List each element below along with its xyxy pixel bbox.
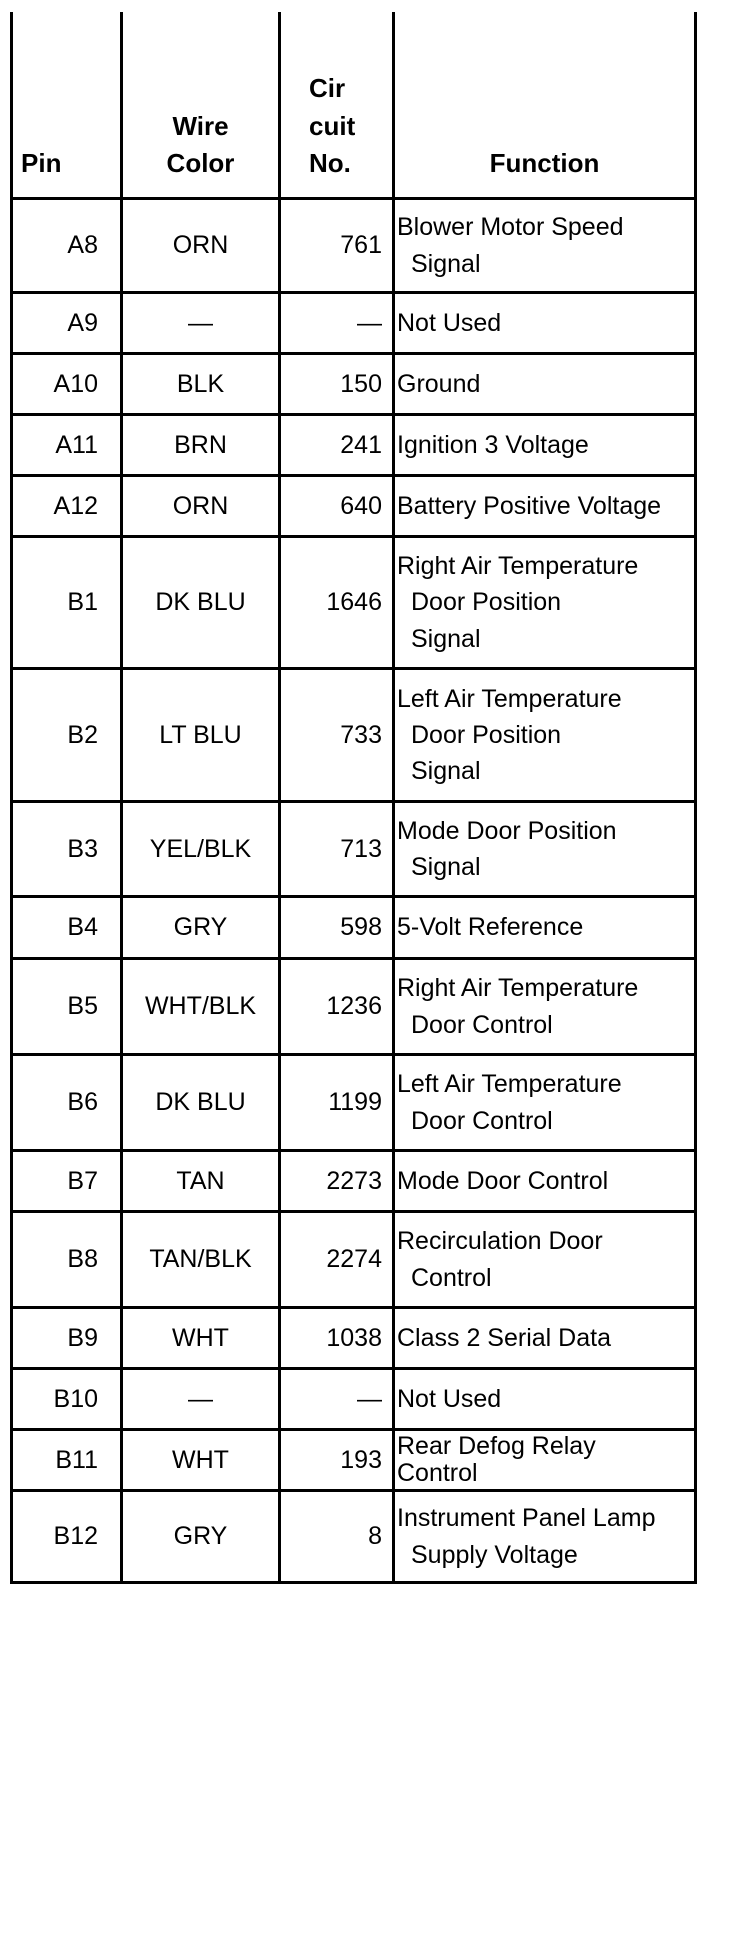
table-header [10, 12, 697, 200]
pin-cell: B6 [10, 1056, 120, 1149]
table-row [10, 960, 697, 1056]
wire-color-cell: LT BLU [120, 670, 278, 800]
function-line: Class 2 Serial Data [397, 1323, 611, 1352]
pin-table [10, 12, 697, 1584]
circuit-cell: — [278, 1370, 392, 1428]
wire-color-cell: WHT/BLK [120, 960, 278, 1053]
pin-cell: A9 [10, 294, 120, 352]
wire-color-cell: ORN [120, 477, 278, 535]
function-line: Signal [411, 853, 481, 881]
circuit-cell: 241 [278, 416, 392, 474]
function-line: Signal [411, 624, 481, 653]
table-body [10, 200, 697, 1584]
circuit-cell: 733 [278, 670, 392, 800]
wire-color-cell: GRY [120, 898, 278, 957]
function-line: Door Control [411, 1106, 553, 1135]
function-cell [392, 538, 697, 667]
wire-color-cell: WHT [120, 1431, 278, 1489]
table-row [10, 1152, 697, 1213]
header-wire-color: Wire Color [120, 12, 278, 197]
function-line: Signal [411, 249, 481, 278]
function-cell [392, 960, 697, 1053]
header-pin: Pin [10, 12, 120, 197]
function-line: Mode Door Control [397, 1166, 609, 1195]
function-line: Ignition 3 Voltage [397, 430, 589, 459]
function-line: Left Air Temperature [397, 1070, 622, 1099]
function-line: Recirculation Door [397, 1227, 603, 1256]
table-row [10, 355, 697, 416]
function-line: Not Used [397, 1384, 502, 1413]
wire-color-cell: BLK [120, 355, 278, 413]
table-row [10, 898, 697, 960]
wire-color-cell: WHT [120, 1309, 278, 1367]
function-line: Supply Voltage [411, 1540, 578, 1569]
wire-color-cell: — [120, 1370, 278, 1428]
function-cell [392, 416, 697, 474]
function-cell [392, 200, 697, 291]
function-cell [392, 477, 697, 535]
pin-cell: B2 [10, 670, 120, 800]
circuit-cell: 1236 [278, 960, 392, 1053]
function-cell [392, 670, 697, 800]
table-row [10, 477, 697, 538]
pin-cell: B10 [10, 1370, 120, 1428]
function-cell [392, 1370, 697, 1428]
function-line: 5-Volt Reference [397, 913, 584, 942]
function-line: Instrument Panel Lamp [397, 1504, 656, 1533]
function-line: Rear Defog Relay [397, 1431, 596, 1460]
function-line: Ground [397, 369, 481, 398]
wire-color-cell: TAN [120, 1152, 278, 1210]
function-cell [392, 294, 697, 352]
table-row [10, 803, 697, 898]
function-cell [392, 1056, 697, 1149]
table-row [10, 416, 697, 477]
pin-cell: B1 [10, 538, 120, 667]
function-line: Not Used [397, 308, 502, 337]
wire-color-cell: ORN [120, 200, 278, 291]
circuit-cell: 1038 [278, 1309, 392, 1367]
circuit-cell: 2274 [278, 1213, 392, 1306]
pin-cell: B9 [10, 1309, 120, 1367]
table-row [10, 1309, 697, 1370]
header-circuit-no: Cir cuit No. [278, 12, 392, 197]
pin-cell: A11 [10, 416, 120, 474]
function-cell [392, 1431, 697, 1489]
pin-cell: B3 [10, 803, 120, 895]
circuit-cell: 193 [278, 1431, 392, 1489]
circuit-cell: 761 [278, 200, 392, 291]
wire-color-cell: — [120, 294, 278, 352]
pin-cell: B8 [10, 1213, 120, 1306]
pin-cell: A8 [10, 200, 120, 291]
function-line: Blower Motor Speed [397, 213, 624, 242]
function-cell [392, 898, 697, 957]
function-line: Control [411, 1263, 492, 1292]
function-cell [392, 1152, 697, 1210]
function-cell [392, 803, 697, 895]
function-line: Battery Positive Voltage [397, 491, 662, 520]
function-line: Left Air Temperature [397, 684, 622, 713]
circuit-cell: — [278, 294, 392, 352]
function-cell [392, 1213, 697, 1306]
table-row [10, 670, 697, 803]
table-row [10, 1370, 697, 1431]
header-function: Function [392, 12, 697, 197]
table-row [10, 1056, 697, 1152]
wire-color-cell: BRN [120, 416, 278, 474]
function-line: Right Air Temperature [397, 974, 639, 1003]
function-cell [392, 1309, 697, 1367]
circuit-cell: 713 [278, 803, 392, 895]
pin-cell: B4 [10, 898, 120, 957]
function-line: Door Position [411, 588, 562, 617]
table-row [10, 200, 697, 294]
pin-cell: A10 [10, 355, 120, 413]
function-line: Door Control [411, 1010, 553, 1039]
circuit-cell: 8 [278, 1492, 392, 1581]
function-line: Mode Door Position [397, 816, 617, 845]
function-cell [392, 355, 697, 413]
circuit-cell: 2273 [278, 1152, 392, 1210]
pin-cell: B7 [10, 1152, 120, 1210]
pin-cell: B12 [10, 1492, 120, 1581]
wire-color-cell: TAN/BLK [120, 1213, 278, 1306]
function-line: Control [397, 1459, 478, 1487]
table-row [10, 294, 697, 355]
table-row [10, 538, 697, 670]
pin-cell: B5 [10, 960, 120, 1053]
function-line: Signal [411, 757, 481, 786]
function-line: Door Position [411, 720, 562, 749]
function-cell [392, 1492, 697, 1581]
circuit-cell: 1199 [278, 1056, 392, 1149]
circuit-cell: 150 [278, 355, 392, 413]
table-row [10, 1492, 697, 1584]
circuit-cell: 640 [278, 477, 392, 535]
circuit-cell: 598 [278, 898, 392, 957]
table-row [10, 1213, 697, 1309]
circuit-cell: 1646 [278, 538, 392, 667]
wire-color-cell: YEL/BLK [120, 803, 278, 895]
wire-color-cell: DK BLU [120, 538, 278, 667]
wire-color-cell: GRY [120, 1492, 278, 1581]
pin-cell: A12 [10, 477, 120, 535]
function-line: Right Air Temperature [397, 552, 639, 581]
pin-cell: B11 [10, 1431, 120, 1489]
table-row [10, 1431, 697, 1492]
wire-color-cell: DK BLU [120, 1056, 278, 1149]
